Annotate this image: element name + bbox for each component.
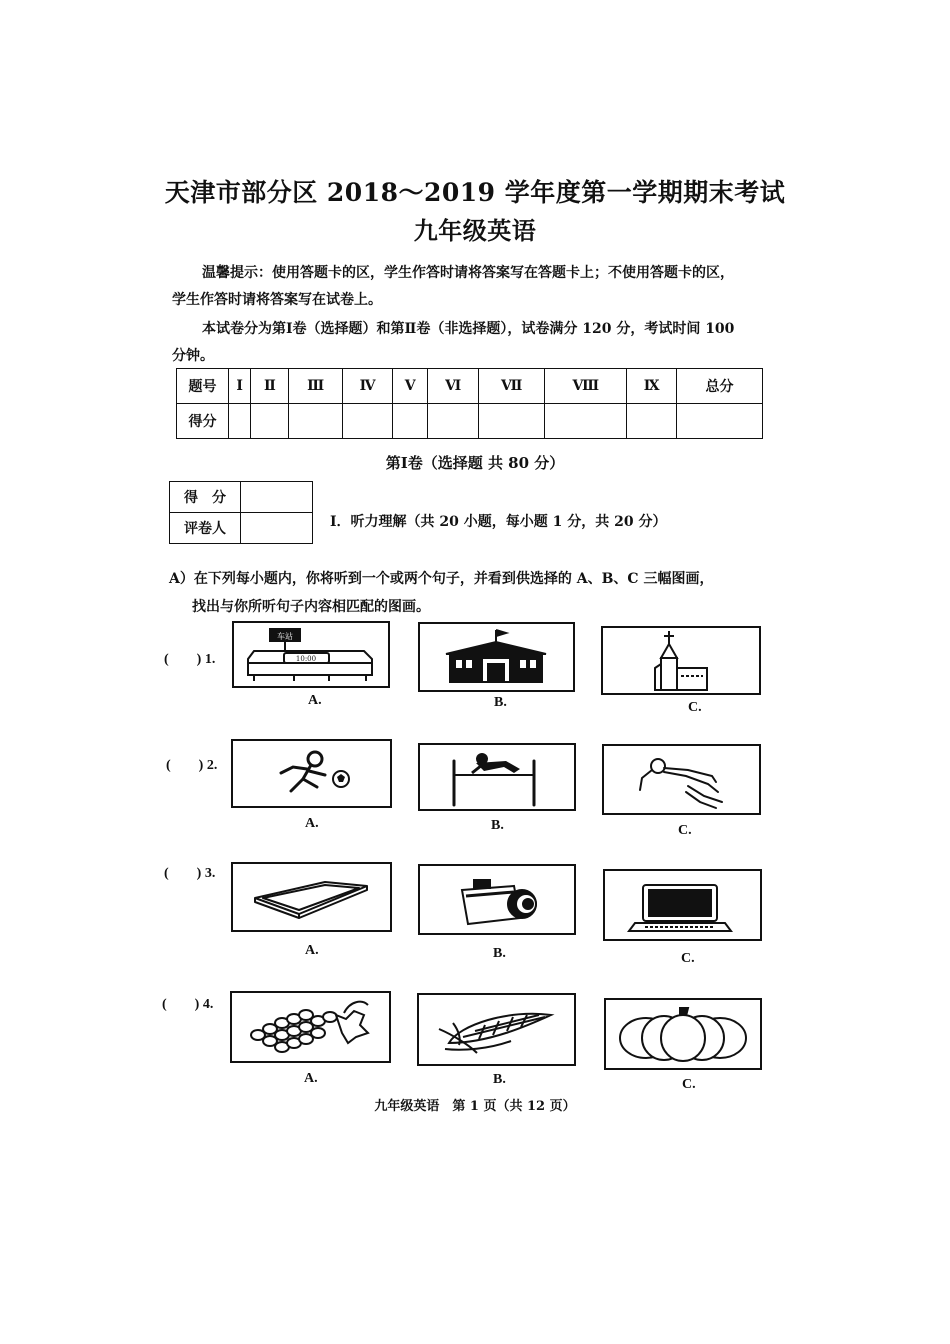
question-number-2: ( ) 2. bbox=[166, 758, 218, 773]
score-cell[interactable] bbox=[545, 404, 627, 439]
high-jump-icon bbox=[420, 745, 574, 809]
score-cell[interactable] bbox=[627, 404, 677, 439]
score-cell[interactable] bbox=[251, 404, 289, 439]
laptop-icon bbox=[605, 871, 760, 939]
q2-label-b: B. bbox=[491, 818, 504, 833]
q1-label-a: A. bbox=[308, 693, 322, 708]
q4-option-b[interactable] bbox=[417, 993, 576, 1066]
camera-icon bbox=[420, 866, 574, 933]
q3-option-a[interactable] bbox=[231, 862, 392, 932]
col-8: Ⅷ bbox=[545, 369, 627, 404]
q1-option-a[interactable] bbox=[232, 621, 390, 688]
q4-label-b: B. bbox=[493, 1072, 506, 1087]
q2-label-c: C. bbox=[678, 823, 692, 838]
part-title: Ⅰ．听力理解（共 20 小题，每小题 1 分，共 20 分） bbox=[330, 514, 667, 530]
q2-option-a[interactable] bbox=[231, 739, 392, 808]
q1-option-b[interactable] bbox=[418, 622, 575, 692]
football-player-icon bbox=[233, 741, 390, 806]
pumpkin-icon bbox=[606, 1000, 760, 1068]
notice-label: 温馨提示： bbox=[202, 265, 272, 281]
grader-score-cell[interactable] bbox=[241, 482, 313, 513]
corn-icon bbox=[419, 995, 574, 1064]
station-clock: 10:00 bbox=[295, 655, 317, 663]
score-cell[interactable] bbox=[428, 404, 479, 439]
station-sign: 车站 bbox=[277, 632, 293, 641]
q4-label-a: A. bbox=[304, 1071, 318, 1086]
col-3: Ⅲ bbox=[289, 369, 343, 404]
col-total: 总分 bbox=[676, 369, 762, 404]
section-title: 第Ⅰ卷（选择题 共 80 分） bbox=[385, 454, 565, 472]
col-5: Ⅴ bbox=[393, 369, 428, 404]
score-cell[interactable] bbox=[479, 404, 545, 439]
q2-option-c[interactable] bbox=[602, 744, 761, 815]
long-jump-icon bbox=[604, 746, 759, 813]
q1-option-c[interactable] bbox=[601, 626, 761, 695]
school-icon bbox=[420, 624, 573, 690]
question-number-3: ( ) 3. bbox=[164, 866, 216, 881]
page-title: 天津市部分区 2018～2019 学年度第一学期期末考试 bbox=[164, 178, 786, 207]
col-2: Ⅱ bbox=[251, 369, 289, 404]
score-table bbox=[176, 368, 763, 439]
grapes-icon bbox=[232, 993, 389, 1061]
col-6: Ⅵ bbox=[428, 369, 479, 404]
notice bbox=[202, 262, 734, 282]
score-table-header-row bbox=[177, 369, 763, 404]
score-cell[interactable] bbox=[393, 404, 428, 439]
page-subtitle: 九年级英语 bbox=[413, 216, 537, 245]
score-cell[interactable] bbox=[229, 404, 251, 439]
grader-name-label: 评卷人 bbox=[170, 513, 241, 544]
col-7: Ⅶ bbox=[479, 369, 545, 404]
q1-label-b: B. bbox=[494, 695, 507, 710]
q3-label-a: A. bbox=[305, 943, 319, 958]
intro-line1: 本试卷分为第Ⅰ卷（选择题）和第Ⅱ卷（非选择题），试卷满分 120 分，考试时间 100 bbox=[202, 321, 735, 337]
q3-option-b[interactable] bbox=[418, 864, 576, 935]
col-4: Ⅳ bbox=[342, 369, 392, 404]
q2-label-a: A. bbox=[305, 816, 319, 831]
church-icon bbox=[603, 628, 759, 693]
intro-line2: 分钟。 bbox=[172, 348, 214, 364]
row-label-score: 得分 bbox=[177, 404, 229, 439]
col-1: Ⅰ bbox=[229, 369, 251, 404]
score-cell[interactable] bbox=[676, 404, 762, 439]
score-cell[interactable] bbox=[289, 404, 343, 439]
question-number-4: ( ) 4. bbox=[162, 997, 214, 1012]
q2-option-b[interactable] bbox=[418, 743, 576, 811]
question-number-1: ( ) 1. bbox=[164, 652, 216, 667]
instruction-line1: A）在下列每小题内，你将听到一个或两个句子，并看到供选择的 A、B、C 三幅图画， bbox=[169, 571, 714, 587]
page-footer: 九年级英语 第 1 页（共 12 页） bbox=[374, 1099, 576, 1114]
q3-label-b: B. bbox=[493, 946, 506, 961]
row-label-number: 题号 bbox=[177, 369, 229, 404]
tablet-icon bbox=[233, 864, 390, 930]
instruction-line2: 找出与你所听句子内容相匹配的图画。 bbox=[192, 599, 430, 615]
station-icon bbox=[234, 623, 388, 686]
notice-line2: 学生作答时请将答案写在试卷上。 bbox=[172, 292, 382, 308]
grader-score-label: 得 分 bbox=[170, 482, 241, 513]
q1-label-c: C. bbox=[688, 700, 702, 715]
grader-name-cell[interactable] bbox=[241, 513, 313, 544]
score-cell[interactable] bbox=[342, 404, 392, 439]
grader-table bbox=[169, 481, 313, 544]
q4-label-c: C. bbox=[682, 1077, 696, 1092]
q3-option-c[interactable] bbox=[603, 869, 762, 941]
q3-label-c: C. bbox=[681, 951, 695, 966]
score-table-score-row bbox=[177, 404, 763, 439]
notice-line1: 使用答题卡的区，学生作答时请将答案写在答题卡上；不使用答题卡的区， bbox=[272, 265, 734, 281]
col-9: Ⅸ bbox=[627, 369, 677, 404]
q4-option-a[interactable] bbox=[230, 991, 391, 1063]
q4-option-c[interactable] bbox=[604, 998, 762, 1070]
